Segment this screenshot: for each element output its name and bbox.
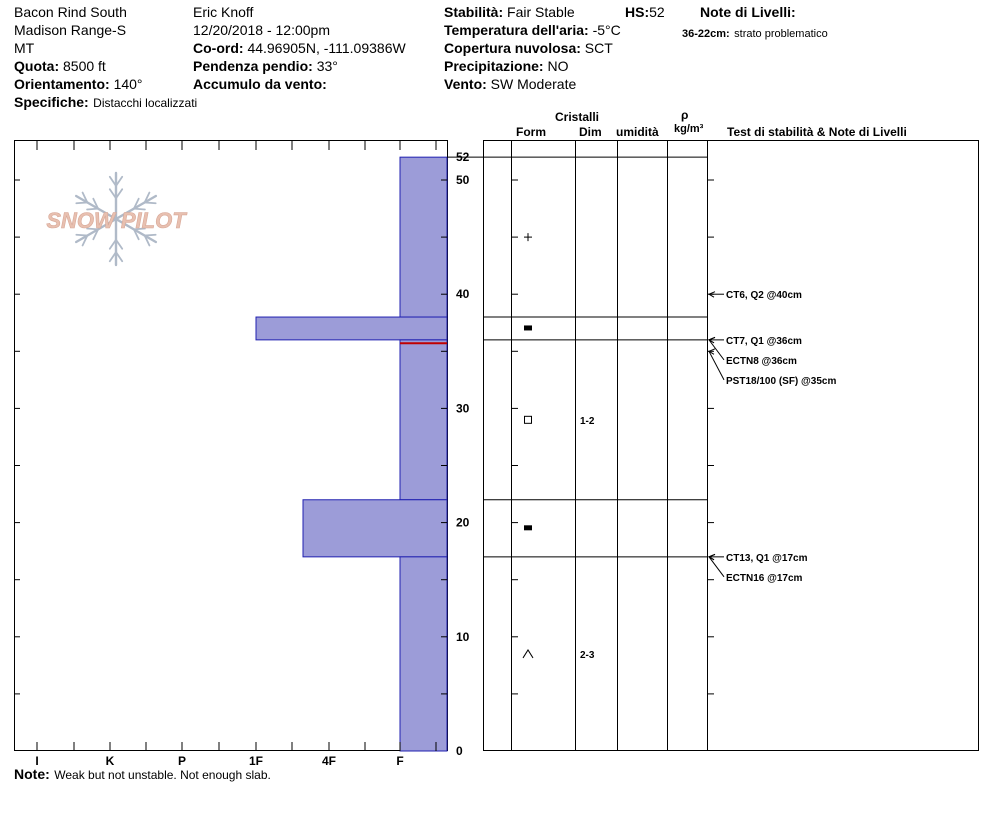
hardness-label: I [35, 754, 39, 768]
specifics-label: Specifiche: [14, 94, 89, 110]
elevation-value: 8500 ft [63, 58, 106, 74]
slope-value: 33° [316, 58, 338, 74]
datetime: 12/20/2018 - 12:00pm [193, 22, 330, 38]
grain-size-label: 2-3 [580, 649, 595, 661]
test-label: PST18/100 (SF) @35cm [726, 375, 837, 387]
caret-icon [523, 650, 533, 658]
grain-form-symbols [523, 233, 533, 658]
hardness-axis-labels [35, 754, 403, 768]
depth-axis-labels [447, 150, 483, 758]
tests-header: Test di stabilità & Note di Livelli [727, 125, 907, 139]
hardness-label: K [105, 754, 115, 768]
test-leader [709, 351, 724, 380]
grain-size-labels [580, 416, 595, 661]
flake-branch [145, 202, 156, 203]
hs-label: HS: [625, 4, 650, 20]
depth-label: 50 [456, 173, 470, 187]
test-label: CT13, Q1 @17cm [726, 552, 808, 564]
hardness-bars [256, 157, 447, 751]
stability-label: Stabilità: [444, 4, 504, 20]
slope-label: Pendenza pendio: [193, 58, 313, 74]
state: MT [14, 40, 35, 56]
specifics-value: Distacchi localizzati [93, 96, 198, 110]
layer-notes-label: Note di Livelli: [700, 4, 796, 20]
open-square-icon [525, 416, 532, 423]
hardness-bar [400, 557, 447, 751]
table-ticks [511, 180, 714, 694]
hs-value: 52 [649, 4, 665, 20]
footer-note-value: Weak but not unstable. Not enough slab. [54, 768, 271, 782]
crystals-header: Cristalli [555, 110, 600, 124]
location: Bacon Rind South [14, 4, 127, 20]
hardness-label: P [177, 754, 187, 768]
hardness-label: 4F [321, 754, 337, 768]
sky-value: SCT [584, 40, 613, 56]
flake-branch [76, 202, 87, 203]
filled-square-icon [524, 325, 532, 330]
sky-label: Copertura nuvolosa: [444, 40, 581, 56]
hardness-label: 1F [248, 754, 264, 768]
depth-label: 20 [456, 515, 470, 530]
range: Madison Range-S [14, 22, 127, 38]
elevation-label: Quota: [14, 58, 60, 74]
layer-boundaries [484, 157, 707, 557]
snow-pilot-logo [46, 173, 187, 265]
moisture-header: umidità [616, 125, 659, 139]
crystal-table-columns [512, 140, 708, 751]
hardness-bar [256, 317, 447, 340]
hardness-bar [400, 157, 447, 317]
depth-label: 30 [456, 401, 470, 416]
wind-loading-label: Accumulo da vento: [193, 76, 327, 92]
hardness-bar [303, 500, 447, 557]
air-temp-value: -5°C [592, 22, 621, 38]
flake-branch [145, 235, 156, 236]
precip-label: Precipitazione: [444, 58, 544, 74]
aspect-label: Orientamento: [14, 76, 110, 92]
observer: Eric Knoff [193, 4, 254, 20]
coords-label: Co-ord: [193, 40, 244, 56]
flake-branch [76, 235, 87, 236]
hardness-bar [400, 340, 447, 500]
test-label: CT6, Q2 @40cm [726, 290, 802, 302]
wind-label: Vento: [444, 76, 487, 92]
depth-label: 10 [456, 629, 470, 644]
logo-text: SNOW PILOT [46, 208, 186, 233]
stability-tests [709, 290, 836, 584]
depth-label: 40 [456, 287, 470, 302]
air-temp-label: Temperatura dell'aria: [444, 22, 589, 38]
aspect-value: 140° [113, 76, 143, 92]
layer-note-text: strato problematico [734, 28, 828, 40]
test-leader [709, 557, 724, 577]
test-label: ECTN8 @36cm [726, 355, 797, 367]
footer-note-label: Note: [14, 766, 50, 782]
wind-value: SW Moderate [490, 76, 577, 92]
form-header: Form [516, 125, 546, 139]
hs-label: 52 [456, 150, 470, 165]
density-unit-header: kg/m³ [674, 123, 704, 135]
crystal-table-frame [484, 141, 979, 751]
test-label: ECTN16 @17cm [726, 572, 803, 584]
depth-label: 0 [456, 744, 463, 758]
layer-note-range: 36-22cm: [682, 28, 730, 40]
grain-size-label: 1-2 [580, 415, 595, 427]
stability-value: Fair Stable [507, 4, 575, 20]
precip-value: NO [547, 58, 569, 74]
test-label: CT7, Q1 @36cm [726, 335, 802, 347]
coords-value: 44.96905N, -111.09386W [247, 40, 406, 56]
rho-header: ρ [681, 108, 689, 122]
hardness-label: F [396, 754, 404, 768]
filled-square-icon [524, 525, 532, 530]
size-header: Dim [579, 125, 602, 139]
